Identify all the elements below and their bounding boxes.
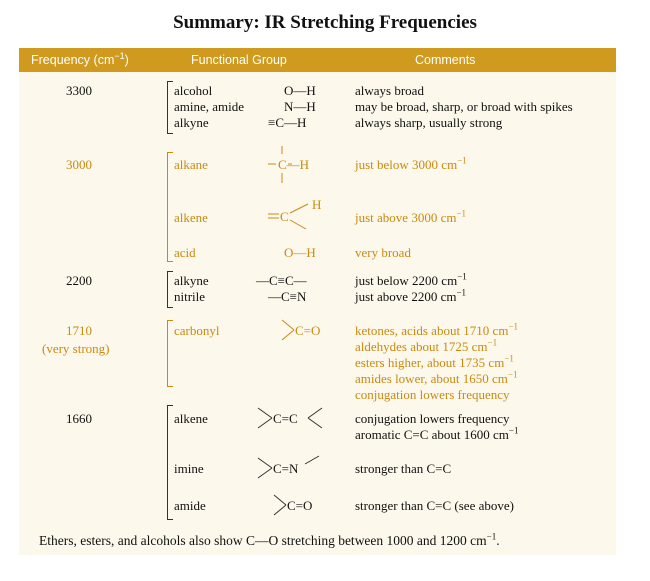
comment: always broad [355, 83, 424, 98]
bracket [167, 271, 173, 308]
bond-formula: H [312, 197, 322, 212]
bracket [167, 320, 173, 387]
comment: always sharp, usually strong [355, 115, 503, 130]
comment: ketones, acids about 1710 $cm^{-1}$ [355, 321, 519, 338]
comment: stronger than C=C [355, 461, 452, 476]
comment: just above 3000 $cm^{-1}$ [355, 208, 467, 225]
freq-3000: 3000 [66, 157, 92, 172]
bond-formula: C—H [278, 157, 310, 172]
bond-formula: C=O [287, 498, 313, 513]
group-name: alkyne [174, 273, 209, 288]
group-name: carbonyl [174, 323, 220, 338]
bond-formula: O—H [284, 245, 316, 260]
footnote: Ethers, esters, and alcohols also show C—O stretching between 1000 and 1200 $cm^{-1}$. [39, 531, 500, 548]
bond-formula: C=O [295, 323, 321, 338]
group-name: alkene [174, 411, 208, 426]
group-name: amine, amide [174, 99, 245, 114]
freq-3300: 3300 [66, 83, 92, 98]
group-name: alkane [174, 157, 208, 172]
group-name: alcohol [174, 83, 213, 98]
group-name: amide [174, 498, 206, 513]
imine-left-structure [258, 456, 274, 482]
svg-text:C: C [280, 209, 289, 224]
bond-formula: C=C [273, 411, 298, 426]
freq-1710: 1710 [66, 323, 92, 338]
freq-1660: 1660 [66, 411, 92, 426]
header-comments: Comments [415, 53, 476, 67]
group-name: imine [174, 461, 204, 476]
table-panel [19, 48, 616, 555]
bond-formula: O—H [284, 83, 316, 98]
bond-formula: —C≡N [268, 289, 307, 304]
group-name: alkyne [174, 115, 209, 130]
bond-formula: N—H [284, 99, 316, 114]
comment: conjugation lowers frequency [355, 411, 510, 426]
alkene-left-structure [258, 406, 274, 432]
amide-carbonyl-structure [274, 493, 288, 519]
comment: stronger than C=C (see above) [355, 498, 514, 513]
comment: amides lower, about 1650 $cm^{-1}$ [355, 369, 518, 386]
carbonyl-structure [282, 318, 296, 344]
group-name: acid [174, 245, 196, 260]
bond-formula: C=N [273, 461, 299, 476]
comment: esters higher, about 1735 $cm^{-1}$ [355, 353, 514, 370]
bond-formula: ≡C—H [268, 115, 307, 130]
comment: aldehydes about 1725 $cm^{-1}$ [355, 337, 498, 354]
alkene-right-structure [308, 406, 324, 432]
comment: aromatic C=C about 1600 $cm^{-1}$ [355, 425, 519, 442]
bond-formula: —C≡C— [256, 273, 307, 288]
freq-note: (very strong) [42, 341, 110, 356]
page-title: Summary: IR Stretching Frequencies [173, 12, 477, 33]
comment: conjugation lowers frequency [355, 387, 510, 402]
comment: just above 2200 $cm^{-1}$ [355, 287, 467, 304]
comment: may be broad, sharp, or broad with spikes [355, 99, 573, 114]
table-header [19, 48, 616, 72]
freq-2200: 2200 [66, 273, 92, 288]
group-name: nitrile [174, 289, 206, 304]
bracket [167, 405, 173, 520]
header-frequency: Frequency $(cm^{-1})$ [31, 50, 129, 67]
comment: very broad [355, 245, 411, 260]
group-name: alkene [174, 210, 208, 225]
comment: just below 2200 $cm^{-1}$ [355, 271, 467, 288]
header-functional-group: Functional Group [191, 53, 287, 67]
bracket [167, 81, 173, 134]
imine-right-structure [305, 452, 321, 468]
comment: just below 3000 $cm^{-1}$ [355, 155, 467, 172]
bracket [167, 152, 173, 262]
